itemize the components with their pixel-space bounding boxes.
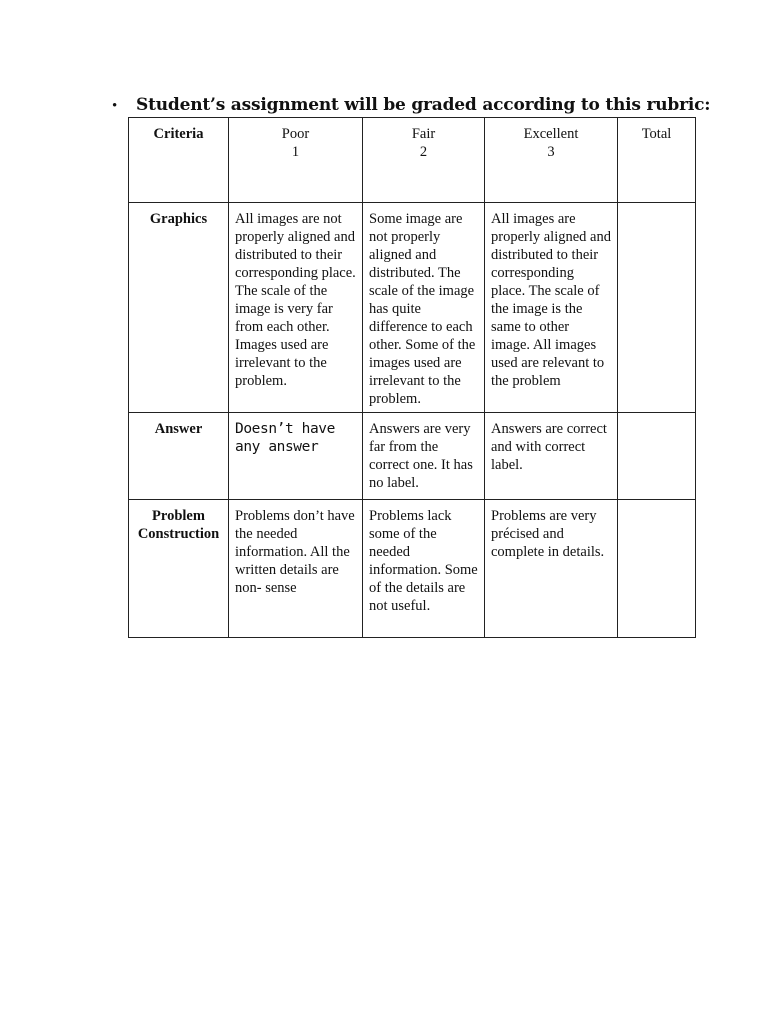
header-poor bbox=[229, 118, 363, 203]
problem-total-cell bbox=[618, 500, 696, 638]
rubric-table bbox=[128, 117, 696, 638]
header-excellent-score: 3 bbox=[547, 144, 555, 160]
criterion-graphics: Graphics bbox=[129, 203, 229, 413]
answer-total-cell bbox=[618, 413, 696, 500]
header-excellent-label: Excellent bbox=[523, 126, 579, 142]
problem-poor-cell: Problems don’t have the needed information. All the written details are non- sense bbox=[229, 500, 363, 638]
problem-fair-cell: Problems lack some of the needed information. Some of the details are not useful. bbox=[363, 500, 485, 638]
answer-fair-cell: Answers are very far from the correct one. It has no label. bbox=[363, 413, 485, 500]
table-row bbox=[129, 203, 696, 413]
header-excellent bbox=[485, 118, 618, 203]
answer-excellent-cell: Answers are correct and with correct label. bbox=[485, 413, 618, 500]
criterion-answer: Answer bbox=[129, 413, 229, 500]
table-row bbox=[129, 413, 696, 500]
graphics-fair-cell: Some image are not properly aligned and distributed. The scale of the image has quite difference to each other. Some of the images used are irrelevant to the problem. bbox=[363, 203, 485, 413]
bullet-point: • bbox=[112, 98, 118, 114]
graphics-poor-cell: All images are not properly aligned and distributed to their corresponding place. The scale of the image is very far from each other. Images used are irrelevant to the problem. bbox=[229, 203, 363, 413]
rubric-heading bbox=[112, 94, 710, 117]
table-row bbox=[129, 500, 696, 638]
header-total: Total bbox=[618, 118, 696, 203]
table-header-row bbox=[129, 118, 696, 203]
header-fair-label: Fair bbox=[411, 126, 436, 142]
graphics-total-cell bbox=[618, 203, 696, 413]
criterion-problem-construction: Problem Construction bbox=[129, 500, 229, 638]
answer-poor-cell: Doesn’t have any answer bbox=[229, 413, 363, 500]
header-fair-score: 2 bbox=[419, 144, 428, 160]
header-poor-label: Poor bbox=[281, 126, 310, 142]
header-fair bbox=[363, 118, 485, 203]
graphics-excellent-cell: All images are properly aligned and distributed to their corresponding place. The scale of the image is the same to other image. All images used are relevant to the problem bbox=[485, 203, 618, 413]
header-poor-score: 1 bbox=[291, 144, 300, 160]
heading-text: Student’s assignment will be graded according to this rubric: bbox=[136, 95, 711, 115]
header-criteria: Criteria bbox=[129, 118, 229, 203]
problem-excellent-cell: Problems are very précised and complete in details. bbox=[485, 500, 618, 638]
